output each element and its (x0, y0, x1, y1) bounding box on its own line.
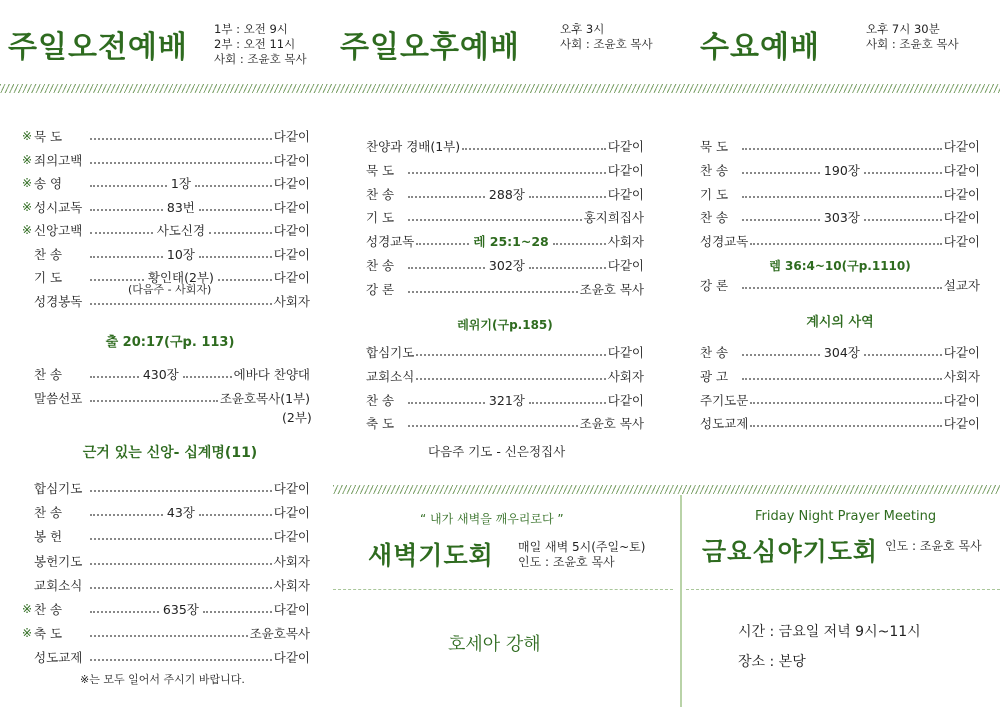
order-detail: 321장 (488, 392, 525, 408)
order-leader: 다같이 (943, 416, 980, 432)
order-row (366, 392, 644, 408)
order-leader: 다같이 (943, 139, 980, 154)
order-label: 찬 송 (366, 186, 395, 202)
leader-dots (195, 185, 272, 187)
leader-dots (408, 172, 606, 174)
leader-dots (90, 209, 163, 211)
leader-dots (90, 138, 272, 140)
order-row (366, 344, 644, 360)
order-detail: 황인태(2부) (147, 270, 214, 285)
friday-leader: 인도 : 조윤호 목사 (885, 539, 982, 553)
order-leader: 다같이 (607, 392, 645, 408)
leader-dots (90, 232, 153, 234)
order-row (700, 186, 980, 202)
order-leader: 사회자 (607, 234, 644, 250)
order-row (700, 162, 980, 178)
order-detail: 레 25:1~28 (473, 234, 549, 250)
order-label: 죄의고백 (34, 152, 83, 168)
order-leader: 다같이 (273, 481, 310, 496)
friday-time: 시간 : 금요일 저녁 9시~11시 (738, 624, 921, 640)
leader-dots (529, 196, 606, 198)
leader-dots (90, 490, 272, 492)
order-label: 찬양과 경배(1부) (366, 139, 461, 154)
order-leader: 다같이 (273, 246, 310, 262)
leader-dots (199, 256, 272, 258)
order-label: 기 도 (700, 186, 729, 202)
order-leader: 다같이 (943, 186, 980, 202)
order-label: 성도교제 (34, 650, 83, 666)
order-leader: 다같이 (273, 602, 311, 617)
order-detail: 288장 (488, 186, 525, 202)
order-leader: 다같이 (607, 139, 644, 154)
leader-dots (90, 563, 272, 565)
leader-dots (408, 402, 485, 404)
order-row (22, 504, 310, 520)
order-row (700, 392, 980, 408)
order-label: 강 론 (366, 281, 395, 297)
order-leader: 다같이 (273, 129, 310, 144)
leader-dots (742, 172, 820, 174)
leader-dots (408, 196, 485, 198)
leader-dots (750, 425, 941, 427)
order-detail: 635장 (162, 602, 199, 617)
order-detail: 430장 (142, 367, 179, 382)
leader-dots (750, 243, 941, 245)
standing-mark: ※ (22, 129, 33, 143)
info-line: 사회 : 조윤호 목사 (214, 52, 307, 66)
order-row (366, 233, 644, 249)
info-line: 인도 : 조윤호 목사 (518, 555, 615, 569)
order-leader: 다같이 (607, 258, 645, 273)
order-row (22, 480, 310, 496)
afternoon-service-info (560, 22, 653, 52)
standing-mark: ※ (22, 199, 33, 214)
order-row (22, 128, 310, 144)
order-row (22, 175, 310, 191)
morning-scripture: 출 20:17(구p. 113) (105, 335, 235, 350)
morning-service-info (214, 22, 307, 67)
order-detail: 302장 (488, 258, 525, 273)
order-row (366, 281, 644, 297)
leader-dots (416, 243, 469, 245)
order-leader: 다같이 (607, 345, 644, 360)
order-label: 성경교독 (700, 234, 749, 250)
wednesday-scripture: 렘 36:4~10(구p.1110) (769, 259, 911, 273)
order-row (22, 390, 310, 406)
prayer-next-week: (다음주 - 사회자) (128, 283, 212, 296)
leader-dots (553, 243, 606, 245)
standing-mark: ※ (22, 626, 33, 641)
friday-prayer-title: 금요심야기도회 (702, 537, 879, 566)
dawn-quote: “ 내가 새벽을 깨우리로다 ” (420, 512, 564, 526)
order-leader: 다같이 (607, 186, 645, 202)
leader-dots (742, 148, 942, 150)
afternoon-sermon-title: 레위기(구p.185) (457, 318, 553, 332)
order-leader: 조윤호목사(1부) (219, 391, 310, 406)
leader-dots (864, 219, 942, 221)
wednesday-service-info (866, 22, 959, 52)
header-hatch-divider (0, 84, 1000, 93)
standing-mark: ※ (22, 176, 33, 190)
leader-dots (90, 611, 159, 613)
order-label: 찬 송 (366, 392, 395, 408)
order-row (366, 209, 644, 225)
friday-place: 장소 : 본당 (738, 654, 806, 670)
order-row (700, 277, 980, 293)
order-label: 기 도 (34, 270, 63, 285)
leader-dots (529, 402, 606, 404)
order-row (366, 138, 644, 154)
order-leader: 다같이 (273, 152, 310, 168)
order-row (366, 415, 644, 431)
order-leader: 다같이 (273, 199, 310, 215)
order-label: 신앙고백 (34, 223, 83, 238)
leader-dots (408, 425, 578, 427)
leader-dots (742, 196, 942, 198)
order-leader: 사회자 (273, 293, 310, 309)
order-label: 봉헌기도 (34, 553, 83, 569)
order-label: 찬 송 (700, 345, 729, 360)
order-detail: 83번 (166, 199, 195, 215)
second-service-note: (2부) (282, 410, 312, 425)
leader-dots (408, 291, 578, 293)
afternoon-service-title: 주일오후예배 (340, 30, 520, 65)
leader-dots (209, 232, 272, 234)
order-label: 묵 도 (34, 129, 63, 144)
order-row (22, 199, 310, 215)
order-label: 봉 헌 (34, 529, 63, 545)
order-row (22, 553, 310, 569)
leader-dots (90, 256, 163, 258)
order-leader: 다같이 (943, 234, 980, 250)
info-line: 사회 : 조윤호 목사 (560, 37, 653, 51)
order-label: 찬 송 (700, 210, 729, 226)
order-row (366, 186, 644, 202)
info-line: 1부 : 오전 9시 (214, 22, 288, 36)
order-label: 말씀선포 (34, 391, 83, 406)
order-label: 성경봉독 (34, 293, 83, 309)
leader-dots (90, 587, 272, 589)
order-row (700, 233, 980, 249)
order-label: 강 론 (700, 278, 729, 293)
order-detail: 304장 (823, 345, 860, 360)
leader-dots (90, 514, 163, 516)
leader-dots (90, 659, 272, 661)
order-label: 합심기도 (34, 481, 83, 496)
order-leader: 다같이 (273, 650, 310, 666)
order-label: 합심기도 (366, 345, 415, 360)
dawn-prayer-info (518, 540, 645, 570)
order-leader: 홍지희집사 (583, 210, 644, 226)
afternoon-next-prayer: 다음주 기도 - 신은정집사 (428, 444, 566, 459)
order-leader: 사회자 (273, 577, 310, 593)
order-leader: 다같이 (943, 345, 981, 360)
leader-dots (742, 354, 820, 356)
order-label: 찬 송 (700, 162, 729, 178)
leader-dots (529, 267, 606, 269)
order-row (700, 138, 980, 154)
wednesday-service-title: 수요예배 (700, 30, 820, 65)
order-label: 성경교독 (366, 234, 415, 250)
morning-sermon-title: 근거 있는 신앙- 십계명(11) (82, 445, 258, 461)
order-label: 찬 송 (366, 258, 395, 273)
info-line: 사회 : 조윤호 목사 (866, 37, 959, 51)
order-label: 찬 송 (34, 505, 63, 521)
order-leader: 다같이 (273, 505, 310, 521)
order-label: 찬 송 (34, 367, 63, 382)
order-row (22, 366, 310, 382)
order-label: 송 영 (34, 176, 63, 191)
order-detail: 43장 (166, 505, 195, 521)
order-row (700, 368, 980, 384)
order-row (700, 209, 980, 225)
info-line: 오후 7시 30분 (866, 22, 940, 36)
order-leader: 사회자 (273, 553, 310, 569)
order-row (22, 625, 310, 641)
order-row (22, 222, 310, 238)
info-line: 2부 : 오전 11시 (214, 37, 296, 51)
leader-dots (90, 538, 272, 540)
order-label: 성도교제 (700, 416, 749, 432)
order-row (366, 257, 644, 273)
friday-english-title: Friday Night Prayer Meeting (755, 509, 937, 524)
order-leader: 다같이 (943, 162, 981, 178)
order-leader: 사회자 (943, 368, 980, 384)
order-leader: 다같이 (943, 210, 981, 226)
order-detail: 10장 (166, 246, 195, 262)
leader-dots (90, 635, 248, 637)
order-label: 찬 송 (34, 246, 63, 262)
order-row (366, 162, 644, 178)
leader-dots (90, 303, 272, 305)
leader-dots (742, 287, 942, 289)
order-label: 교회소식 (366, 368, 415, 384)
order-label: 성시교독 (34, 199, 83, 215)
order-label: 묵 도 (700, 139, 729, 154)
leader-dots (742, 219, 820, 221)
order-row (700, 415, 980, 431)
order-row (366, 368, 644, 384)
order-label: 찬 송 (34, 602, 63, 617)
order-detail: 사도신경 (156, 223, 206, 238)
leader-dots (750, 402, 941, 404)
order-label: 축 도 (34, 626, 63, 642)
info-line: 매일 새벽 5시(주일~토) (518, 540, 646, 554)
order-leader: 다같이 (943, 392, 980, 408)
order-leader: 조윤호 목사 (579, 416, 644, 432)
order-row (22, 577, 310, 593)
order-label: 교회소식 (34, 577, 83, 593)
order-row (22, 528, 310, 544)
standing-mark: ※ (22, 223, 33, 237)
dawn-topic: 호세아 강해 (448, 634, 541, 655)
order-leader: 사회자 (607, 368, 644, 384)
leader-dots (90, 400, 218, 402)
order-leader: 에바다 찬양대 (233, 367, 310, 382)
order-label: 광 고 (700, 368, 729, 384)
wednesday-sermon-title: 계시의 사역 (806, 315, 874, 330)
standing-note: ※는 모두 일어서 주시기 바랍니다. (80, 673, 245, 686)
order-leader: 다같이 (273, 529, 310, 545)
order-row (22, 246, 310, 262)
bottom-hatch-divider (333, 485, 1000, 494)
morning-service-title: 주일오전예배 (8, 30, 188, 65)
vertical-divider (680, 495, 682, 707)
leader-dots (408, 267, 485, 269)
leader-dots (90, 376, 139, 378)
leader-dots (183, 376, 232, 378)
info-line: 오후 3시 (560, 22, 605, 36)
order-label: 축 도 (366, 416, 395, 432)
leader-dots (742, 378, 942, 380)
order-row (22, 601, 310, 617)
leader-dots (416, 354, 605, 356)
leader-dots (864, 172, 942, 174)
order-leader: 다같이 (273, 223, 311, 238)
dawn-prayer-title: 새벽기도회 (368, 541, 494, 570)
standing-mark: ※ (22, 602, 33, 616)
dawn-divider (333, 589, 673, 590)
leader-dots (90, 162, 272, 164)
leader-dots (199, 209, 272, 211)
leader-dots (199, 514, 272, 516)
leader-dots (408, 219, 582, 221)
order-leader: 다같이 (273, 176, 311, 191)
order-row (22, 649, 310, 665)
leader-dots (864, 354, 942, 356)
friday-divider (686, 589, 1000, 590)
order-label: 기 도 (366, 210, 395, 226)
order-detail: 303장 (823, 210, 860, 226)
order-row (700, 344, 980, 360)
order-detail: 190장 (823, 162, 860, 178)
order-leader: 설교자 (943, 278, 980, 293)
leader-dots (90, 185, 167, 187)
order-leader: 다같이 (607, 162, 644, 178)
standing-mark: ※ (22, 152, 33, 167)
order-label: 주기도문 (700, 392, 749, 408)
leader-dots (203, 611, 272, 613)
order-label: 묵 도 (366, 162, 395, 178)
leader-dots (218, 279, 272, 281)
order-leader: 다같이 (273, 270, 310, 285)
leader-dots (462, 148, 606, 150)
leader-dots (416, 378, 605, 380)
order-leader: 조윤호 목사 (579, 281, 644, 297)
order-detail: 1장 (170, 176, 191, 191)
order-row (22, 152, 310, 168)
order-leader: 조윤호목사 (249, 626, 310, 642)
